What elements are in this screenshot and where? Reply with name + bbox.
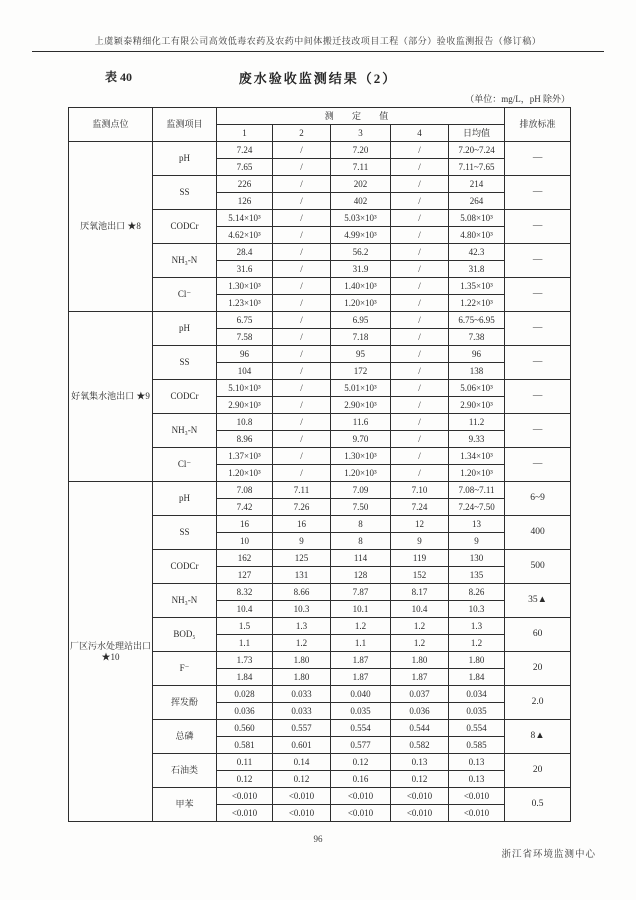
measured-value-cell: 8.66 <box>273 584 331 601</box>
measured-value-cell: 31.8 <box>449 261 505 278</box>
measured-value-cell: / <box>391 244 449 261</box>
discharge-standard-cell: — <box>505 380 571 414</box>
measured-value-cell: 1.87 <box>331 652 391 669</box>
discharge-standard-cell: — <box>505 210 571 244</box>
measured-value-cell: 1.3 <box>449 618 505 635</box>
measured-value-cell: 8 <box>331 533 391 550</box>
monitor-item-cell: NH₃-N <box>153 414 217 448</box>
measured-value-cell: 31.9 <box>331 261 391 278</box>
header-monitor-item: 监测项目 <box>153 108 217 142</box>
discharge-standard-cell: — <box>505 346 571 380</box>
measured-value-cell: / <box>391 261 449 278</box>
measured-value-cell: 1.80 <box>273 669 331 686</box>
monitor-site-cell: 好氧集水池出口 ★9 <box>69 312 153 482</box>
measured-value-cell: 0.12 <box>217 771 273 788</box>
measured-value-cell: / <box>391 142 449 159</box>
unit-note: （单位：mg/L，pH 除外） <box>465 94 570 104</box>
discharge-standard-cell: 35▲ <box>505 584 571 618</box>
measured-value-cell: 6.75 <box>217 312 273 329</box>
measured-value-cell: 0.554 <box>449 720 505 737</box>
measured-value-cell: 135 <box>449 567 505 584</box>
measured-value-cell: 13 <box>449 516 505 533</box>
measured-value-cell: / <box>391 448 449 465</box>
discharge-standard-cell: 500 <box>505 550 571 584</box>
measured-value-cell: 10 <box>217 533 273 550</box>
measured-value-cell: 95 <box>331 346 391 363</box>
monitor-item-cell: SS <box>153 516 217 550</box>
measured-value-cell: 11.2 <box>449 414 505 431</box>
discharge-standard-cell: 0.5 <box>505 788 571 822</box>
measured-value-cell: 8.17 <box>391 584 449 601</box>
monitor-site-cell: 厂区污水处理站出口 ★10 <box>69 482 153 822</box>
measured-value-cell: / <box>273 244 331 261</box>
measured-value-cell: 104 <box>217 363 273 380</box>
discharge-standard-cell: — <box>505 244 571 278</box>
measured-value-cell: 16 <box>273 516 331 533</box>
measured-value-cell: 0.581 <box>217 737 273 754</box>
measured-value-cell: 0.028 <box>217 686 273 703</box>
monitor-item-cell: 石油类 <box>153 754 217 788</box>
measured-value-cell: <0.010 <box>391 788 449 805</box>
header-measured-values: 测 定 值 <box>217 108 505 125</box>
measured-value-cell: 119 <box>391 550 449 567</box>
measured-value-cell: 226 <box>217 176 273 193</box>
measured-value-cell: <0.010 <box>217 788 273 805</box>
measured-value-cell: 10.4 <box>391 601 449 618</box>
measured-value-cell: 162 <box>217 550 273 567</box>
measured-value-cell: 1.1 <box>331 635 391 652</box>
monitor-item-cell: pH <box>153 142 217 176</box>
discharge-standard-cell: 20 <box>505 652 571 686</box>
results-table-head <box>69 108 571 142</box>
measured-value-cell: 0.582 <box>391 737 449 754</box>
measured-value-cell: 7.42 <box>217 499 273 516</box>
header-sample-1: 1 <box>217 125 273 142</box>
measured-value-cell: / <box>273 295 331 312</box>
measured-value-cell: / <box>391 431 449 448</box>
measured-value-cell: 5.10×10³ <box>217 380 273 397</box>
discharge-standard-cell: 8▲ <box>505 720 571 754</box>
monitor-item-cell: Cl⁻ <box>153 448 217 482</box>
footer-organization: 浙江省环境监测中心 <box>501 850 596 860</box>
measured-value-cell: 1.80 <box>449 652 505 669</box>
measured-value-cell: 125 <box>273 550 331 567</box>
results-table <box>68 107 571 822</box>
discharge-standard-cell: — <box>505 142 571 176</box>
measured-value-cell: 202 <box>331 176 391 193</box>
monitor-item-cell: BOD₅ <box>153 618 217 652</box>
measured-value-cell: <0.010 <box>391 805 449 822</box>
measured-value-cell: / <box>273 431 331 448</box>
measured-value-cell: / <box>273 380 331 397</box>
measured-value-cell: / <box>391 414 449 431</box>
measured-value-cell: 0.13 <box>391 754 449 771</box>
measured-value-cell: 131 <box>273 567 331 584</box>
measured-value-cell: 0.13 <box>449 771 505 788</box>
measured-value-cell: / <box>273 465 331 482</box>
document-header: 上虞颖泰精细化工有限公司高效低毒农药及农药中间体搬迁技改项目工程（部分）验收监测报告（修订稿） <box>32 34 604 52</box>
discharge-standard-cell: — <box>505 312 571 346</box>
measured-value-cell: 1.34×10³ <box>449 448 505 465</box>
measured-value-cell: 1.20×10³ <box>449 465 505 482</box>
measured-value-cell: 5.06×10³ <box>449 380 505 397</box>
measured-value-cell: / <box>273 142 331 159</box>
monitor-item-cell: NH₃-N <box>153 244 217 278</box>
measured-value-cell: / <box>391 176 449 193</box>
discharge-standard-cell: 2.0 <box>505 686 571 720</box>
measured-value-cell: 7.38 <box>449 329 505 346</box>
measured-value-cell: 9.70 <box>331 431 391 448</box>
discharge-standard-cell: 400 <box>505 516 571 550</box>
measured-value-cell: 7.26 <box>273 499 331 516</box>
discharge-standard-cell: — <box>505 414 571 448</box>
measured-value-cell: 1.23×10³ <box>217 295 273 312</box>
table-row <box>69 142 571 159</box>
measured-value-cell: / <box>391 346 449 363</box>
measured-value-cell: 0.035 <box>331 703 391 720</box>
monitor-item-cell: NH₃-N <box>153 584 217 618</box>
measured-value-cell: <0.010 <box>273 805 331 822</box>
measured-value-cell: / <box>273 210 331 227</box>
measured-value-cell: 1.80 <box>391 652 449 669</box>
measured-value-cell: 1.40×10³ <box>331 278 391 295</box>
measured-value-cell: 130 <box>449 550 505 567</box>
table-label: 表 40 <box>105 70 133 84</box>
monitor-item-cell: pH <box>153 482 217 516</box>
measured-value-cell: 7.18 <box>331 329 391 346</box>
measured-value-cell: 402 <box>331 193 391 210</box>
measured-value-cell: <0.010 <box>331 788 391 805</box>
measured-value-cell: 1.73 <box>217 652 273 669</box>
measured-value-cell: 7.11 <box>273 482 331 499</box>
header-sample-4: 4 <box>391 125 449 142</box>
measured-value-cell: 16 <box>217 516 273 533</box>
measured-value-cell: 0.034 <box>449 686 505 703</box>
measured-value-cell: 7.10 <box>391 482 449 499</box>
measured-value-cell: 0.037 <box>391 686 449 703</box>
measured-value-cell: 0.585 <box>449 737 505 754</box>
measured-value-cell: 10.3 <box>449 601 505 618</box>
discharge-standard-cell: — <box>505 176 571 210</box>
measured-value-cell: 6.95 <box>331 312 391 329</box>
measured-value-cell: 9 <box>391 533 449 550</box>
measured-value-cell: 7.58 <box>217 329 273 346</box>
table-row <box>69 312 571 329</box>
measured-value-cell: 1.2 <box>449 635 505 652</box>
measured-value-cell: 10.1 <box>331 601 391 618</box>
measured-value-cell: 1.20×10³ <box>217 465 273 482</box>
measured-value-cell: 7.87 <box>331 584 391 601</box>
measured-value-cell: / <box>273 278 331 295</box>
measured-value-cell: 5.14×10³ <box>217 210 273 227</box>
header-sample-2: 2 <box>273 125 331 142</box>
measured-value-cell: / <box>273 414 331 431</box>
measured-value-cell: / <box>273 397 331 414</box>
measured-value-cell: 6.75~6.95 <box>449 312 505 329</box>
measured-value-cell: 5.03×10³ <box>331 210 391 227</box>
measured-value-cell: 0.560 <box>217 720 273 737</box>
measured-value-cell: 0.036 <box>217 703 273 720</box>
measured-value-cell: 8.26 <box>449 584 505 601</box>
measured-value-cell: 0.554 <box>331 720 391 737</box>
header-monitor-site: 监测点位 <box>69 108 153 142</box>
measured-value-cell: / <box>273 312 331 329</box>
measured-value-cell: 214 <box>449 176 505 193</box>
monitor-item-cell: CODCr <box>153 380 217 414</box>
measured-value-cell: / <box>273 346 331 363</box>
measured-value-cell: 0.577 <box>331 737 391 754</box>
measured-value-cell: 127 <box>217 567 273 584</box>
discharge-standard-cell: 20 <box>505 754 571 788</box>
monitor-item-cell: CODCr <box>153 550 217 584</box>
measured-value-cell: 8.96 <box>217 431 273 448</box>
measured-value-cell: 56.2 <box>331 244 391 261</box>
measured-value-cell: 126 <box>217 193 273 210</box>
measured-value-cell: / <box>391 363 449 380</box>
measured-value-cell: / <box>391 465 449 482</box>
measured-value-cell: 128 <box>331 567 391 584</box>
measured-value-cell: 0.12 <box>273 771 331 788</box>
measured-value-cell: 1.2 <box>273 635 331 652</box>
discharge-standard-cell: — <box>505 448 571 482</box>
measured-value-cell: 0.11 <box>217 754 273 771</box>
measured-value-cell: / <box>391 295 449 312</box>
measured-value-cell: 9 <box>273 533 331 550</box>
measured-value-cell: 96 <box>449 346 505 363</box>
page-number: 96 <box>313 834 323 844</box>
measured-value-cell: 1.37×10³ <box>217 448 273 465</box>
results-table-body <box>69 142 571 822</box>
monitor-site-cell: 厌氧池出口 ★8 <box>69 142 153 312</box>
measured-value-cell: 31.6 <box>217 261 273 278</box>
measured-value-cell: 1.30×10³ <box>331 448 391 465</box>
measured-value-cell: 1.80 <box>273 652 331 669</box>
measured-value-cell: 11.6 <box>331 414 391 431</box>
measured-value-cell: 0.12 <box>391 771 449 788</box>
measured-value-cell: 0.035 <box>449 703 505 720</box>
measured-value-cell: 1.20×10³ <box>331 295 391 312</box>
header-sample-3: 3 <box>331 125 391 142</box>
measured-value-cell: / <box>273 261 331 278</box>
measured-value-cell: 1.1 <box>217 635 273 652</box>
measured-value-cell: 1.35×10³ <box>449 278 505 295</box>
monitor-item-cell: 甲苯 <box>153 788 217 822</box>
measured-value-cell: / <box>273 448 331 465</box>
monitor-item-cell: SS <box>153 176 217 210</box>
measured-value-cell: 138 <box>449 363 505 380</box>
measured-value-cell: / <box>273 159 331 176</box>
measured-value-cell: 0.036 <box>391 703 449 720</box>
measured-value-cell: / <box>391 193 449 210</box>
measured-value-cell: <0.010 <box>217 805 273 822</box>
measured-value-cell: 42.3 <box>449 244 505 261</box>
measured-value-cell: / <box>391 210 449 227</box>
measured-value-cell: 7.08~7.11 <box>449 482 505 499</box>
measured-value-cell: 4.62×10³ <box>217 227 273 244</box>
measured-value-cell: 0.12 <box>331 754 391 771</box>
measured-value-cell: 9.33 <box>449 431 505 448</box>
discharge-standard-cell: 60 <box>505 618 571 652</box>
measured-value-cell: 5.08×10³ <box>449 210 505 227</box>
measured-value-cell: 7.11~7.65 <box>449 159 505 176</box>
measured-value-cell: 7.11 <box>331 159 391 176</box>
measured-value-cell: / <box>273 193 331 210</box>
measured-value-cell: 8.32 <box>217 584 273 601</box>
measured-value-cell: 7.20~7.24 <box>449 142 505 159</box>
measured-value-cell: 0.033 <box>273 686 331 703</box>
measured-value-cell: 12 <box>391 516 449 533</box>
measured-value-cell: / <box>273 227 331 244</box>
measured-value-cell: / <box>391 380 449 397</box>
measured-value-cell: 8 <box>331 516 391 533</box>
table-row <box>69 482 571 499</box>
measured-value-cell: 1.3 <box>273 618 331 635</box>
measured-value-cell: 1.22×10³ <box>449 295 505 312</box>
monitor-item-cell: pH <box>153 312 217 346</box>
monitor-item-cell: 总磷 <box>153 720 217 754</box>
header-discharge-standard: 排放标准 <box>505 108 571 142</box>
monitor-item-cell: 挥发酚 <box>153 686 217 720</box>
measured-value-cell: 7.65 <box>217 159 273 176</box>
measured-value-cell: 10.8 <box>217 414 273 431</box>
measured-value-cell: 1.87 <box>331 669 391 686</box>
measured-value-cell: 1.5 <box>217 618 273 635</box>
measured-value-cell: 1.87 <box>391 669 449 686</box>
measured-value-cell: 1.2 <box>391 635 449 652</box>
measured-value-cell: 172 <box>331 363 391 380</box>
measured-value-cell: 1.84 <box>449 669 505 686</box>
measured-value-cell: 0.13 <box>449 754 505 771</box>
measured-value-cell: 10.4 <box>217 601 273 618</box>
measured-value-cell: 0.601 <box>273 737 331 754</box>
measured-value-cell: / <box>273 363 331 380</box>
measured-value-cell: 7.08 <box>217 482 273 499</box>
measured-value-cell: / <box>273 329 331 346</box>
measured-value-cell: / <box>391 227 449 244</box>
measured-value-cell: / <box>273 176 331 193</box>
measured-value-cell: 96 <box>217 346 273 363</box>
measured-value-cell: 7.20 <box>331 142 391 159</box>
measured-value-cell: 0.040 <box>331 686 391 703</box>
measured-value-cell: <0.010 <box>331 805 391 822</box>
measured-value-cell: 0.557 <box>273 720 331 737</box>
monitor-item-cell: F⁻ <box>153 652 217 686</box>
measured-value-cell: 28.4 <box>217 244 273 261</box>
measured-value-cell: 1.2 <box>391 618 449 635</box>
measured-value-cell: 1.20×10³ <box>331 465 391 482</box>
measured-value-cell: 7.50 <box>331 499 391 516</box>
title-row <box>0 68 636 86</box>
discharge-standard-cell: — <box>505 278 571 312</box>
measured-value-cell: 0.033 <box>273 703 331 720</box>
measured-value-cell: 0.14 <box>273 754 331 771</box>
page-title: 废水验收监测结果（2） <box>238 71 398 86</box>
measured-value-cell: / <box>391 329 449 346</box>
measured-value-cell: 4.80×10³ <box>449 227 505 244</box>
measured-value-cell: 2.90×10³ <box>331 397 391 414</box>
monitor-item-cell: CODCr <box>153 210 217 244</box>
monitor-item-cell: SS <box>153 346 217 380</box>
measured-value-cell: 4.99×10³ <box>331 227 391 244</box>
measured-value-cell: 2.90×10³ <box>449 397 505 414</box>
measured-value-cell: / <box>391 159 449 176</box>
measured-value-cell: <0.010 <box>273 788 331 805</box>
measured-value-cell: 1.84 <box>217 669 273 686</box>
measured-value-cell: 1.30×10³ <box>217 278 273 295</box>
header-daily-mean: 日均值 <box>449 125 505 142</box>
measured-value-cell: 7.24 <box>217 142 273 159</box>
measured-value-cell: <0.010 <box>449 788 505 805</box>
measured-value-cell: 114 <box>331 550 391 567</box>
measured-value-cell: / <box>391 397 449 414</box>
measured-value-cell: / <box>391 278 449 295</box>
measured-value-cell: <0.010 <box>449 805 505 822</box>
measured-value-cell: 5.01×10³ <box>331 380 391 397</box>
measured-value-cell: 152 <box>391 567 449 584</box>
measured-value-cell: 0.544 <box>391 720 449 737</box>
measured-value-cell: 7.09 <box>331 482 391 499</box>
measured-value-cell: 9 <box>449 533 505 550</box>
measured-value-cell: 7.24 <box>391 499 449 516</box>
measured-value-cell: 10.3 <box>273 601 331 618</box>
monitor-item-cell: Cl⁻ <box>153 278 217 312</box>
measured-value-cell: 2.90×10³ <box>217 397 273 414</box>
measured-value-cell: 264 <box>449 193 505 210</box>
measured-value-cell: 0.16 <box>331 771 391 788</box>
measured-value-cell: 7.24~7.50 <box>449 499 505 516</box>
measured-value-cell: 1.2 <box>331 618 391 635</box>
measured-value-cell: / <box>391 312 449 329</box>
discharge-standard-cell: 6~9 <box>505 482 571 516</box>
